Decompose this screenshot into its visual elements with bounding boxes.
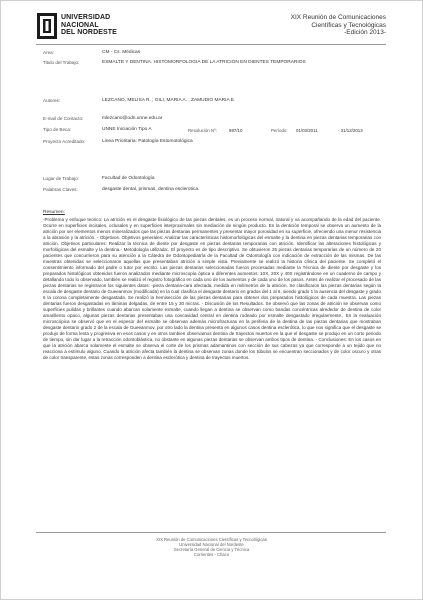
titulo-label: Titulo del Trabajo:: [43, 60, 80, 65]
palabras-label: Palabras Claves:: [43, 187, 78, 192]
periodo-from: 01/03/2011: [296, 127, 318, 133]
email-value: mlezcano@odn.unne.edu.ar: [102, 116, 163, 121]
university-line-2: NACIONAL: [61, 21, 99, 29]
autores-label: Autores:: [43, 98, 61, 103]
conference-title: [291, 14, 386, 37]
periodo-label: Período:: [271, 127, 288, 133]
proyecto-value: Linea Prioritaria: Patología Estomotológica: [102, 139, 193, 144]
university-line-1: UNIVERSIDAD: [61, 14, 111, 21]
conference-line-2: Científicas y Tecnológicas: [311, 21, 386, 29]
beca-value: UNNE Iniciación Tipo A: [102, 127, 152, 132]
resumen-title: Resumen:: [43, 210, 65, 215]
periodo-to: - 31/12/2013: [338, 127, 363, 133]
beca-label: Tipo de Beca:: [43, 127, 72, 132]
resolucion-value: 987/10: [229, 127, 243, 133]
palabras-value: desgaste dental, prismas, dentina esclerotica.: [102, 187, 200, 192]
conference-line-3: -Edición 2013-: [344, 29, 386, 36]
resumen-body: -Problema y enfoque teorico: La atrición es el desgaste fisiológico de las piezas dentales, es un proceso normal, natural y va acompañando de la edad del paciente. Ocurre en superficies incisales, oclusales y en superficies interproximales sin mediación de ningún producto. En la dentición temporal se observa un aumento de la atrición por ser elementos menos mineralizados que las piezas dentarias permanentes y presentar mayor porosidad en su superficie, ofreciendo una menor resistencia a la abrasión y la atrición. - Objetivos. Objetivos generales: Analizar las características histomorfológicas del esmalte y la dentina en piezas dentarias temporarias con atrición. Objetivos particulares: Realizar la técnica de diente por desgaste en piezas dentarias temporarias con atrición. Identificar las alteraciones histológicas y morfológicas del esmalte y la dentina.- Metodología utilizada:. El proyecto es de tipo descriptivo. Se obtuvieron 25 piezas dentarias temporarias de un número de 20 pacientes que concurrieron para su atención a la Cátedra de Odontopediatría de la Facultad de Odontología con indicación de extracción de las mismas. De las muestras obtenidas se seleccionaron aquellas que presentaban atrición a simple vista. Previamente se realizó la historia clínica del paciente. Se completó el consentimiento informado del padre o tutor por escrito. Las piezas dentarias seleccionadas fueron procesadas mediante la Técnica de diente por desgaste y los preparados histológicos obtenidos fueron analizados mediante microscopía óptica a diferentes aumentos: 10X, 20X y 40X registrándose en un cuaderno de campo y detallando todo lo observado, también se realizó el registro fotográfico en cada uno de los aumentos y de cada uno de los pasos. Antes de realizar el procesado de las piezas dentarias se registraron los siguientes datos: -pieza dentaria-cara afectada, medida en milímetros de la atrición. Se clasificaron las piezas dentarias según la escala de desgaste dentario de Gueeanmov (modificada) en la cual clasifica el desgaste dentario en grados del 1 al 6, siendo grado 1 la ausencia del desgaste y grado 6 la corona completamente desgastada. Se realizó la hemisección de las piezas dentarias para obtener dos preparados histológicos de cada muestra. Las piezas dentarias fueron desgastadas en láminas delgadas, de entre 15 y 30 micras. - Discusión de los Resultados. Se observó que las zonas de atrición se observan como superficies pulidas y brillantes cuando abarcan solamente esmalte, cuando llegan a dentina se observan como bandas concéntricas alrededor de dentina de color amarillento opaco, algunas piezas dentarias presentaban una concavidad central en dentina rodeado por esmalte desgastado irregularmente., En la evaluación microscópica se observó que en el espesor del esmalte se observan además microfracturas en la periferia de la dentina de las piezas dentarias que mostraban desgaste dentario grado 2 de la escala de Gueeanmov, por otro lado la dentina presenta en algunos casos dentina esclerótica, lo que nos significa que el desgaste se produjo de forma lenta y progresiva en esos casos y en otros tambien observamos dentina de trayectos muertos en la que el desgaste se produjo en un corto periodo de tiempo, sin dar lugar a la retracción odontoblástica, no obstante en algunas piezas dentarias se observan ambos tipos de dentina. - Conclusiones: En los casos en que la atrición abarca solamente el esmalte se observa el corte de los prismas adamantinos con sección de sus cabezas ya que corresponde a un tejido que no reacciona a estímulo alguno. Cuando la atrición afecta también la dentina se observan zonas donde los túbulos se encuentran seccionados y de color oscuro y otras de color transparente, estas zonas corresponden a dentina esclerótica y dentina de trayectos muertos.: [43, 217, 381, 360]
page-header: [36, 12, 386, 42]
area-label: Area:: [43, 50, 54, 55]
footer-line-1: XIX Reunión de Comunicaciones Científicas y Tecnológicas: [156, 537, 267, 542]
footer-divider: [36, 532, 386, 533]
lugar-label: Lugar de Trabajo:: [43, 176, 80, 181]
page-footer: [0, 537, 423, 557]
area-value: CM - Cs. Médicas: [102, 50, 141, 55]
university-name: [61, 14, 117, 37]
titulo-value: ESMALTE Y DENTINA. HISTOMORFOLOGIA DE LA ATRICION EN DIENTES TEMPORARIOS: [102, 60, 306, 65]
conference-line-1: XIX Reunión de Comunicaciones: [290, 14, 386, 21]
university-line-3: DEL NORDESTE: [61, 29, 117, 36]
lugar-value: Facultad de Odontología: [102, 176, 155, 181]
resolucion-label: Resolución Nº:: [188, 127, 217, 133]
university-logo-icon: [36, 12, 58, 40]
email-label: E-mail de Contacto:: [43, 116, 84, 121]
header-divider: [36, 44, 386, 45]
autores-value: LEZCANO, MELISA R. ; GILI, MARIA A. ; ZAMUDIO MARIA E.: [102, 98, 236, 103]
proyecto-label: Proyecto Acreditado:: [43, 139, 86, 144]
footer-line-3: Secretaría General de Ciencia y Técnica: [173, 547, 250, 552]
footer-line-4: Corrientes - Chaco: [193, 552, 230, 557]
footer-line-2: Universidad Nacional del Nordeste: [179, 542, 244, 547]
